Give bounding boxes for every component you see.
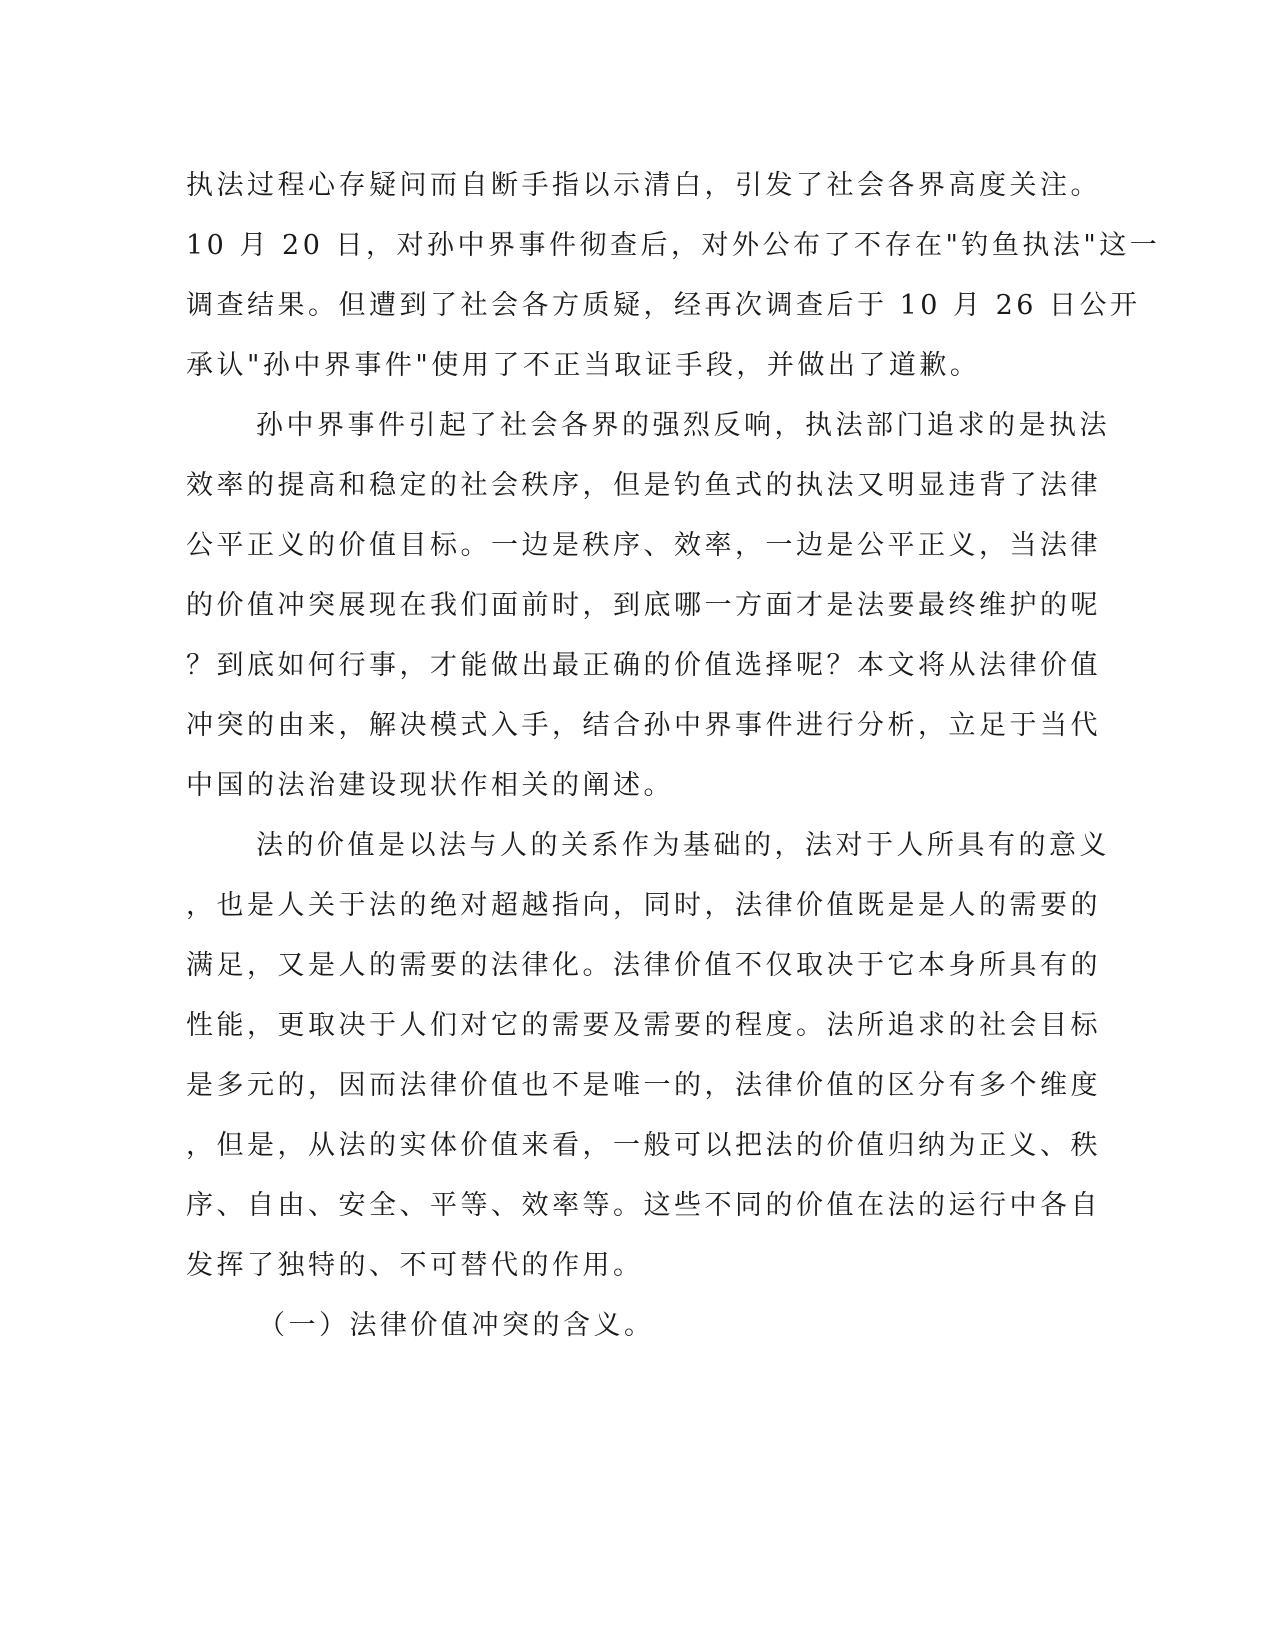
paragraph-1 (186, 156, 1161, 396)
text-line: 执法过程心存疑问而自断手指以示清白，引发了社会各界高度关注。 (186, 170, 1101, 201)
document-body (186, 156, 1161, 1356)
text-line: 10 月 20 日，对孙中界事件彻查后，对外公布了不存在"钓鱼执法"这一 (186, 230, 1161, 261)
paragraph-2 (186, 396, 1110, 816)
text-line: ，但是，从法的实体价值来看，一般可以把法的价值归纳为正义、秩 (186, 1130, 1101, 1161)
text-line: ？到底如何行事，才能做出最正确的价值选择呢？本文将从法律价值 (186, 650, 1101, 681)
text-line: 中国的法治建设现状作相关的阐述。 (186, 770, 674, 801)
text-line: 效率的提高和稳定的社会秩序，但是钓鱼式的执法又明显违背了法律 (186, 470, 1101, 501)
text-line: 序、自由、安全、平等、效率等。这些不同的价值在法的运行中各自 (186, 1190, 1101, 1221)
section-heading: （一）法律价值冲突的含义。 (258, 1310, 655, 1341)
text-line: ，也是人关于法的绝对超越指向，同时，法律价值既是是人的需要的 (186, 890, 1101, 921)
text-line: 孙中界事件引起了社会各界的强烈反响，执法部门追求的是执法 (256, 410, 1110, 441)
text-line: 公平正义的价值目标。一边是秩序、效率，一边是公平正义，当法律 (186, 530, 1101, 561)
text-line: 承认"孙中界事件"使用了不正当取证手段，并做出了道歉。 (186, 350, 981, 381)
text-line: 法的价值是以法与人的关系作为基础的，法对于人所具有的意义 (256, 830, 1110, 861)
text-line: 是多元的，因而法律价值也不是唯一的，法律价值的区分有多个维度 (186, 1070, 1101, 1101)
text-line: 冲突的由来，解决模式入手，结合孙中界事件进行分析，立足于当代 (186, 710, 1101, 741)
text-line: 发挥了独特的、不可替代的作用。 (186, 1250, 644, 1281)
text-line: 性能，更取决于人们对它的需要及需要的程度。法所追求的社会目标 (186, 1010, 1101, 1041)
text-line: 调查结果。但遭到了社会各方质疑，经再次调查后于 10 月 26 日公开 (186, 290, 1141, 321)
text-line: 满足，又是人的需要的法律化。法律价值不仅取决于它本身所具有的 (186, 950, 1101, 981)
paragraph-3 (186, 816, 1110, 1296)
text-line: 的价值冲突展现在我们面前时，到底哪一方面才是法要最终维护的呢 (186, 590, 1101, 621)
